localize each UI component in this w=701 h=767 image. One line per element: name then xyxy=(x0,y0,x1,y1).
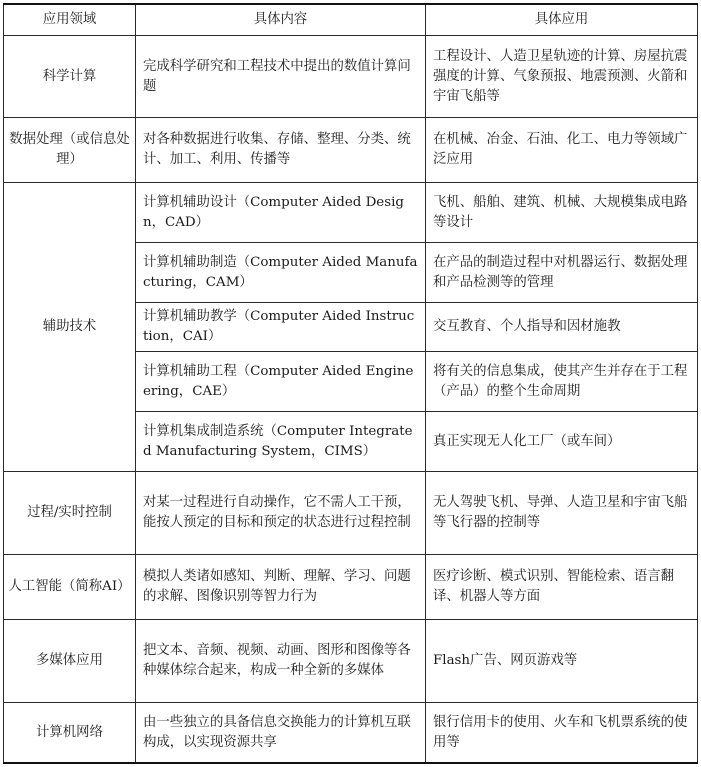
content-cell: 计算机集成制造系统（Computer Integrated Manufacturing System，CIMS） xyxy=(136,412,426,472)
table-row xyxy=(4,703,698,764)
header-content: 具体内容 xyxy=(136,4,426,36)
application-cell: 银行信用卡的使用、火车和飞机票系统的使用等 xyxy=(426,703,698,764)
application-cell: 无人驾驶飞机、导弹、人造卫星和宇宙飞船等飞行器的控制等 xyxy=(426,472,698,555)
application-table xyxy=(3,3,698,764)
table-row xyxy=(4,555,698,620)
content-cell: 计算机辅助设计（Computer Aided Design，CAD） xyxy=(136,183,426,243)
area-cell: 辅助技术 xyxy=(4,183,136,472)
area-cell: 计算机网络 xyxy=(4,703,136,764)
area-cell: 科学计算 xyxy=(4,36,136,118)
application-cell: 飞机、船舶、建筑、机械、大规模集成电路等设计 xyxy=(426,183,698,243)
application-cell: 真正实现无人化工厂（或车间） xyxy=(426,412,698,472)
table-row xyxy=(4,472,698,555)
application-cell: 工程设计、人造卫星轨迹的计算、房屋抗震强度的计算、气象预报、地震预测、火箭和宇宙飞船等 xyxy=(426,36,698,118)
application-cell: 医疗诊断、模式识别、智能检索、语言翻译、机器人等方面 xyxy=(426,555,698,620)
table-container xyxy=(3,3,698,764)
content-cell: 由一些独立的具备信息交换能力的计算机互联构成，以实现资源共享 xyxy=(136,703,426,764)
area-cell: 人工智能（简称AI） xyxy=(4,555,136,620)
content-cell: 对某一过程进行自动操作，它不需人工干预，能按人预定的目标和预定的状态进行过程控制 xyxy=(136,472,426,555)
area-cell: 数据处理（或信息处理） xyxy=(4,118,136,183)
content-cell: 计算机辅助工程（Computer Aided Engineering，CAE） xyxy=(136,352,426,412)
table-row xyxy=(4,118,698,183)
application-cell: Flash广告、网页游戏等 xyxy=(426,620,698,703)
header-application: 具体应用 xyxy=(426,4,698,36)
area-cell: 多媒体应用 xyxy=(4,620,136,703)
application-cell: 在机械、冶金、石油、化工、电力等领域广泛应用 xyxy=(426,118,698,183)
table-row xyxy=(4,36,698,118)
table-header-row xyxy=(4,4,698,36)
application-cell: 交互教育、个人指导和因材施教 xyxy=(426,303,698,352)
content-cell: 对各种数据进行收集、存储、整理、分类、统计、加工、利用、传播等 xyxy=(136,118,426,183)
table-row xyxy=(4,183,698,243)
content-cell: 计算机辅助制造（Computer Aided Manufacturing，CAM） xyxy=(136,243,426,303)
content-cell: 模拟人类诸如感知、判断、理解、学习、问题的求解、图像识别等智力行为 xyxy=(136,555,426,620)
header-area: 应用领域 xyxy=(4,4,136,36)
content-cell: 完成科学研究和工程技术中提出的数值计算问题 xyxy=(136,36,426,118)
content-cell: 把文本、音频、视频、动画、图形和图像等各种媒体综合起来，构成一种全新的多媒体 xyxy=(136,620,426,703)
content-cell: 计算机辅助教学（Computer Aided Instruction，CAI） xyxy=(136,303,426,352)
application-cell: 在产品的制造过程中对机器运行、数据处理和产品检测等的管理 xyxy=(426,243,698,303)
area-cell: 过程/实时控制 xyxy=(4,472,136,555)
table-row xyxy=(4,620,698,703)
application-cell: 将有关的信息集成，使其产生并存在于工程（产品）的整个生命周期 xyxy=(426,352,698,412)
